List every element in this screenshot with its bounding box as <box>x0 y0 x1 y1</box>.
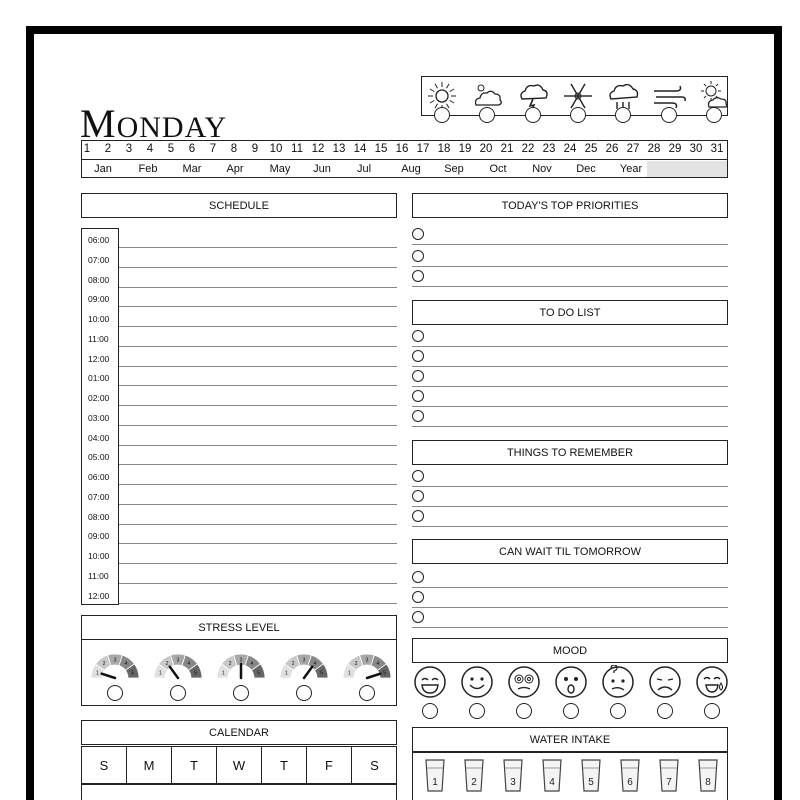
month-label[interactable]: Dec <box>576 163 596 175</box>
schedule-line[interactable] <box>119 247 397 248</box>
mood-option-circle[interactable] <box>422 703 438 719</box>
todo-line[interactable] <box>412 346 728 347</box>
water-panel <box>412 752 728 800</box>
stress-gauge-label: 1 <box>159 670 162 677</box>
day-number[interactable]: 25 <box>584 143 598 155</box>
remember-checkbox[interactable] <box>412 490 424 502</box>
dizzy-face-icon <box>507 665 541 699</box>
schedule-line[interactable] <box>119 603 397 604</box>
stress-gauge-label: 1 <box>222 670 225 677</box>
day-number[interactable]: 31 <box>710 143 724 155</box>
calendar-row-line <box>82 783 396 785</box>
water-glass-icon[interactable] <box>697 758 719 792</box>
can-wait-checkbox[interactable] <box>412 591 424 603</box>
stress-gauge-label: 2 <box>354 661 358 668</box>
schedule-line[interactable] <box>119 385 397 386</box>
schedule-time: 08:00 <box>88 511 110 522</box>
day-number[interactable]: 26 <box>605 143 619 155</box>
stress-gauge-label: 5 <box>383 670 386 677</box>
calendar-weekday: T <box>172 747 217 783</box>
todo-header: TO DO LIST <box>412 300 728 325</box>
day-number[interactable]: 9 <box>251 143 259 155</box>
water-glass-number: 8 <box>705 777 711 788</box>
priority-line[interactable] <box>412 244 728 245</box>
day-number[interactable]: 28 <box>647 143 661 155</box>
day-number[interactable]: 23 <box>542 143 556 155</box>
day-number[interactable]: 17 <box>416 143 430 155</box>
schedule-time: 11:00 <box>88 570 109 581</box>
calendar-grid <box>81 746 397 800</box>
stress-gauge-label: 2 <box>102 661 106 668</box>
water-glass-icon[interactable] <box>658 758 680 792</box>
can-wait-line[interactable] <box>412 607 728 608</box>
stress-gauge-label: 5 <box>320 670 323 677</box>
day-number[interactable]: 4 <box>146 143 154 155</box>
remember-checkbox[interactable] <box>412 470 424 482</box>
schedule-time: 05:00 <box>88 452 110 463</box>
month-label[interactable]: Mar <box>182 163 202 175</box>
schedule-line[interactable] <box>119 543 397 544</box>
stress-option-circle[interactable] <box>296 685 312 701</box>
month-label[interactable]: Jun <box>313 163 331 175</box>
month-label[interactable]: Jul <box>356 163 372 175</box>
stress-gauge-label: 3 <box>176 657 180 664</box>
todo-line[interactable] <box>412 406 728 407</box>
mood-option-circle[interactable] <box>704 703 720 719</box>
schedule-time: 07:00 <box>88 254 110 265</box>
todo-line[interactable] <box>412 426 728 427</box>
day-number[interactable]: 10 <box>269 143 283 155</box>
day-number[interactable]: 11 <box>291 143 303 155</box>
schedule-line[interactable] <box>119 425 397 426</box>
day-number[interactable]: 7 <box>209 143 217 155</box>
schedule-line[interactable] <box>119 464 397 465</box>
calendar-weekday: S <box>370 757 379 773</box>
date-selector <box>81 140 728 178</box>
stress-gauge-label: 1 <box>285 670 288 677</box>
day-number[interactable]: 30 <box>689 143 703 155</box>
stress-gauge-icon <box>216 651 266 681</box>
water-glass-icon[interactable] <box>424 758 446 792</box>
day-number[interactable]: 18 <box>437 143 451 155</box>
schedule-time: 01:00 <box>88 373 110 384</box>
stress-panel <box>81 639 397 706</box>
month-label[interactable]: Oct <box>489 163 507 175</box>
day-number[interactable]: 13 <box>332 143 346 155</box>
schedule-line[interactable] <box>119 563 397 564</box>
day-number[interactable]: 21 <box>500 143 514 155</box>
confused-face-icon <box>601 665 635 699</box>
stress-gauge-label: 5 <box>257 670 260 677</box>
schedule-time: 09:00 <box>88 531 110 542</box>
weather-selector <box>421 76 728 116</box>
water-glass-icon[interactable] <box>541 758 563 792</box>
schedule-time: 09:00 <box>88 294 110 305</box>
page-title: MONDAY <box>80 101 228 146</box>
todo-checkbox[interactable] <box>412 410 424 422</box>
day-number[interactable]: 15 <box>374 143 388 155</box>
schedule-line[interactable] <box>119 524 397 525</box>
schedule-line[interactable] <box>119 484 397 485</box>
priority-line[interactable] <box>412 266 728 267</box>
month-label[interactable]: Sep <box>444 163 464 175</box>
day-number[interactable]: 1 <box>83 143 91 155</box>
todo-checkbox[interactable] <box>412 390 424 402</box>
stress-header: STRESS LEVEL <box>81 615 397 640</box>
weather-option-circle[interactable] <box>570 107 586 123</box>
day-number[interactable]: 12 <box>311 143 325 155</box>
stress-gauge-label: 5 <box>194 670 197 677</box>
day-number[interactable]: 14 <box>353 143 367 155</box>
stress-gauge-label: 2 <box>228 661 232 668</box>
schedule-time: 03:00 <box>88 412 110 423</box>
water-glass-icon[interactable] <box>580 758 602 792</box>
can-wait-checkbox[interactable] <box>412 571 424 583</box>
weather-option-circle[interactable] <box>661 107 677 123</box>
water-glass-number: 6 <box>627 777 633 788</box>
day-number[interactable]: 16 <box>395 143 409 155</box>
day-number[interactable]: 20 <box>479 143 493 155</box>
stress-gauge-label: 2 <box>291 661 295 668</box>
schedule-line[interactable] <box>119 366 397 367</box>
schedule-line[interactable] <box>119 287 397 288</box>
water-glass-number: 1 <box>432 777 438 788</box>
schedule-line[interactable] <box>119 445 397 446</box>
mood-option-circle[interactable] <box>563 703 579 719</box>
calendar-weekday: F <box>307 747 352 783</box>
stress-gauge-label: 5 <box>131 670 134 677</box>
stress-option-circle[interactable] <box>170 685 186 701</box>
stress-gauge-icon <box>279 651 329 681</box>
water-glass-number: 4 <box>549 777 555 788</box>
month-label[interactable]: May <box>269 163 291 175</box>
schedule-line[interactable] <box>119 504 397 505</box>
schedule-line[interactable] <box>119 405 397 406</box>
laughing-face-icon <box>413 665 447 699</box>
remember-checkbox[interactable] <box>412 510 424 522</box>
day-number[interactable]: 19 <box>458 143 472 155</box>
month-label[interactable]: Year <box>619 163 643 175</box>
day-number-row <box>82 141 727 160</box>
stress-gauge-label: 4 <box>124 661 128 668</box>
month-label[interactable]: Nov <box>532 163 552 175</box>
schedule-time: 02:00 <box>88 393 110 403</box>
todo-line[interactable] <box>412 386 728 387</box>
priority-line[interactable] <box>412 286 728 287</box>
weather-option-circle[interactable] <box>434 107 450 123</box>
stress-gauge-label: 3 <box>239 657 243 664</box>
todo-checkbox[interactable] <box>412 330 424 342</box>
schedule-time: 10:00 <box>88 314 110 324</box>
mood-option-circle[interactable] <box>516 703 532 719</box>
stress-gauge-label: 4 <box>313 661 317 668</box>
smiling-face-icon <box>460 665 494 699</box>
calendar-weekday: S <box>82 747 127 783</box>
mood-option-circle[interactable] <box>610 703 626 719</box>
stress-option-circle[interactable] <box>233 685 249 701</box>
calendar-weekday: T <box>262 747 307 783</box>
calendar-weekday: W <box>217 747 262 783</box>
schedule-time: 06:00 <box>88 235 110 245</box>
stress-gauge-icon <box>342 651 392 681</box>
schedule-line[interactable] <box>119 306 397 307</box>
stress-gauge-label: 4 <box>376 661 380 668</box>
weather-option-circle[interactable] <box>706 107 722 123</box>
water-glass-number: 2 <box>471 777 477 788</box>
stress-option-circle[interactable] <box>107 685 123 701</box>
priority-checkbox[interactable] <box>412 270 424 282</box>
remember-line[interactable] <box>412 486 728 487</box>
mood-header: MOOD <box>412 638 728 663</box>
month-label[interactable]: Apr <box>226 163 244 175</box>
schedule-line[interactable] <box>119 326 397 327</box>
stress-gauge-icon <box>153 651 203 681</box>
day-number[interactable]: 5 <box>167 143 175 155</box>
day-number[interactable]: 22 <box>521 143 535 155</box>
shocked-face-icon <box>554 665 588 699</box>
day-number[interactable]: 24 <box>563 143 577 155</box>
priority-checkbox[interactable] <box>412 250 424 262</box>
schedule-time-column <box>81 228 119 605</box>
stress-gauge-label: 4 <box>250 661 254 668</box>
stress-gauge-label: 3 <box>113 657 117 664</box>
schedule-line[interactable] <box>119 267 397 268</box>
todo-checkbox[interactable] <box>412 370 424 382</box>
can-wait-line[interactable] <box>412 587 728 588</box>
priority-checkbox[interactable] <box>412 228 424 240</box>
schedule-line[interactable] <box>119 346 397 347</box>
stress-gauge-label: 1 <box>348 670 351 677</box>
water-glass-number: 3 <box>510 777 516 788</box>
year-field-shade <box>647 161 727 177</box>
water-glass-number: 7 <box>666 777 672 788</box>
calendar-weekday: M <box>127 747 172 783</box>
water-glass-number: 5 <box>588 777 594 788</box>
schedule-time: 06:00 <box>88 472 110 482</box>
priorities-header: TODAY'S TOP PRIORITIES <box>412 193 728 218</box>
month-label[interactable]: Feb <box>138 163 158 175</box>
month-label[interactable]: Jan <box>94 163 112 175</box>
schedule-time: 04:00 <box>88 432 110 443</box>
schedule-time: 07:00 <box>88 491 110 502</box>
stress-gauge-label: 2 <box>165 661 169 668</box>
day-number[interactable]: 3 <box>125 143 133 155</box>
crying-face-icon <box>695 665 729 699</box>
can-wait-line[interactable] <box>412 627 728 628</box>
todo-line[interactable] <box>412 366 728 367</box>
schedule-time: 08:00 <box>88 274 110 285</box>
stress-option-circle[interactable] <box>359 685 375 701</box>
remember-line[interactable] <box>412 506 728 507</box>
calendar-header: CALENDAR <box>81 720 397 745</box>
schedule-line[interactable] <box>119 583 397 584</box>
day-number[interactable]: 29 <box>668 143 682 155</box>
day-number[interactable]: 6 <box>188 143 196 155</box>
schedule-header: SCHEDULE <box>81 193 397 218</box>
mood-panel <box>412 662 728 712</box>
stress-gauge-label: 3 <box>365 657 369 664</box>
sad-face-icon <box>648 665 682 699</box>
stress-gauge-label: 1 <box>96 670 99 677</box>
water-glass-icon[interactable] <box>502 758 524 792</box>
schedule-time: 10:00 <box>88 551 110 561</box>
stress-gauge-icon <box>90 651 140 681</box>
weather-option-circle[interactable] <box>525 107 541 123</box>
remember-line[interactable] <box>412 526 728 527</box>
stress-gauge-label: 4 <box>187 661 191 668</box>
day-number[interactable]: 27 <box>626 143 640 155</box>
schedule-time: 11:00 <box>88 333 109 344</box>
water-glass-icon[interactable] <box>463 758 485 792</box>
month-label[interactable]: Aug <box>401 163 421 175</box>
can-wait-checkbox[interactable] <box>412 611 424 623</box>
mood-option-circle[interactable] <box>657 703 673 719</box>
stress-gauge-label: 3 <box>302 657 306 664</box>
day-number[interactable]: 2 <box>104 143 112 155</box>
schedule-time: 12:00 <box>88 353 110 364</box>
todo-checkbox[interactable] <box>412 350 424 362</box>
mood-option-circle[interactable] <box>469 703 485 719</box>
day-number[interactable]: 8 <box>230 143 238 155</box>
remember-header: THINGS TO REMEMBER <box>412 440 728 465</box>
water-glass-icon[interactable] <box>619 758 641 792</box>
can-wait-header: CAN WAIT TIL TOMORROW <box>412 539 728 564</box>
schedule-time: 12:00 <box>88 590 110 601</box>
water-header: WATER INTAKE <box>412 727 728 752</box>
